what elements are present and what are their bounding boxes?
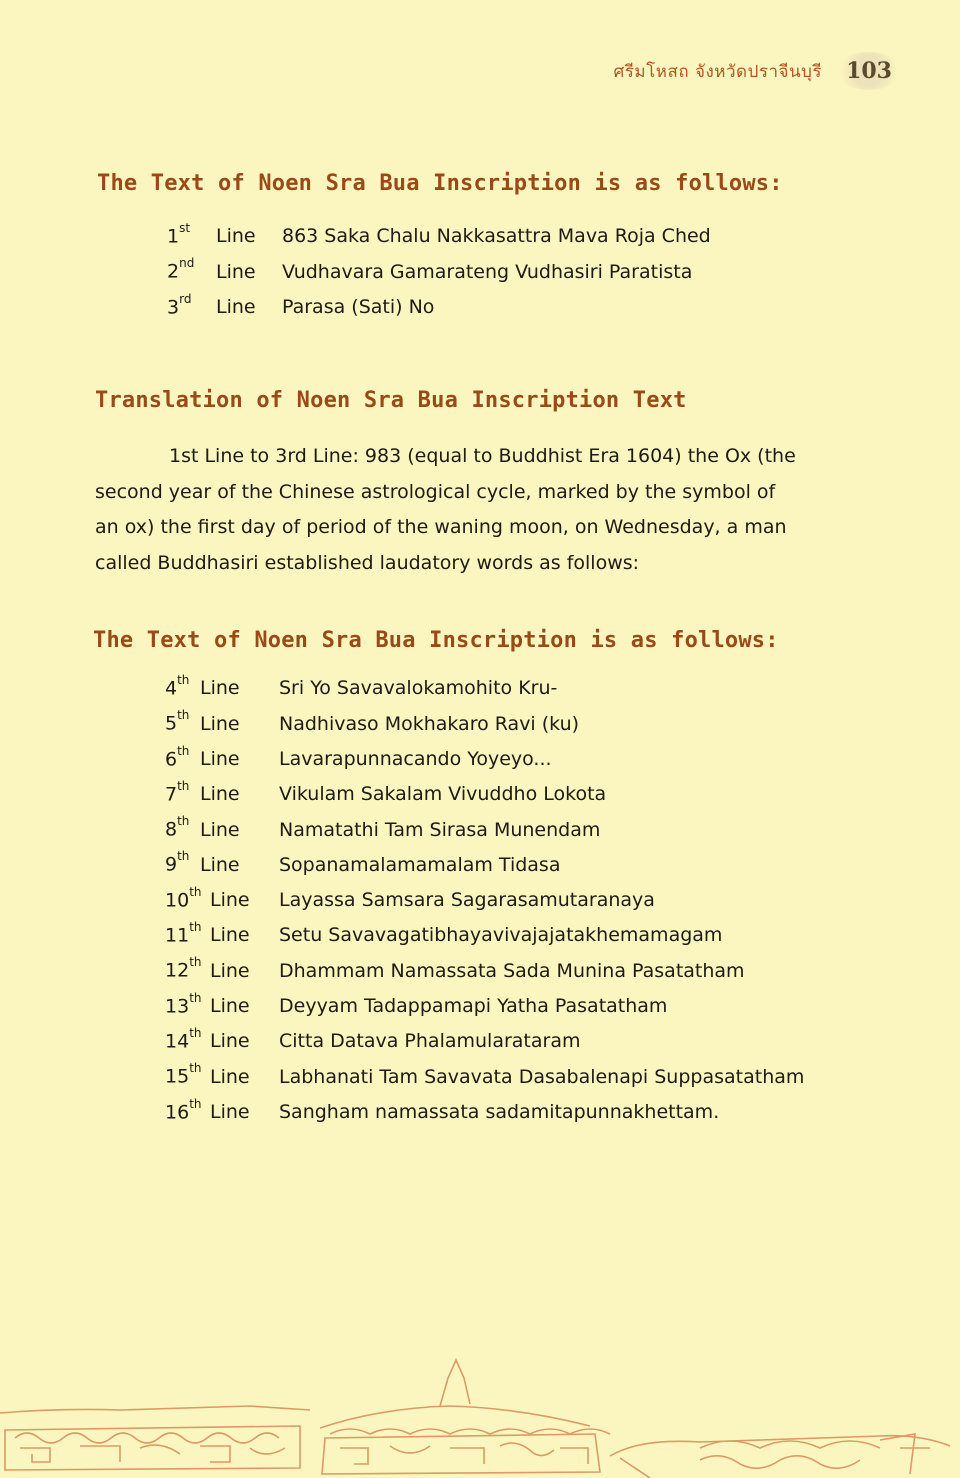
line-number-digits: 13 — [165, 995, 190, 1017]
inscription-line — [165, 1096, 804, 1135]
line-number-suffix: th — [177, 778, 190, 793]
line-number-suffix: th — [189, 920, 202, 935]
line-number-suffix: th — [189, 990, 202, 1005]
section2-lines — [165, 673, 805, 1135]
line-text: Setu Savavagatibhayavivajajatakhemamagam — [279, 924, 723, 947]
line-text: Namatathi Tam Sirasa Munendam — [279, 818, 601, 841]
line-number-digits: 1 — [167, 225, 180, 248]
line-text: Vudhavara Gamarateng Vudhasiri Paratista — [282, 260, 693, 283]
line-number-suffix: th — [177, 814, 190, 829]
translation-paragraph — [95, 439, 835, 581]
section1-heading: The Text of Noen Sra Bua Inscription is as follows: — [97, 171, 783, 196]
inscription-line — [165, 1061, 805, 1099]
line-number — [165, 778, 200, 806]
line-word: Line — [210, 995, 250, 1017]
line-number-digits: 15 — [165, 1065, 190, 1088]
line-number-digits: 8 — [165, 818, 178, 841]
line-text: Labhanati Tam Savavata Dasabalenapi Suppasatatham — [279, 1065, 805, 1088]
inscription-line — [165, 778, 804, 817]
line-number-suffix: th — [177, 673, 190, 687]
line-word: Line — [210, 959, 250, 982]
translation-heading: Translation of Noen Sra Bua Inscription Text — [95, 388, 687, 413]
translation-line: second year of the Chinese astrological cycle, marked by the symbol of — [95, 480, 776, 503]
line-word: Line — [200, 747, 240, 770]
inscription-line — [165, 849, 804, 887]
line-number-suffix: th — [189, 1025, 202, 1040]
line-number-suffix: th — [189, 1061, 202, 1076]
inscription-line — [165, 814, 804, 852]
line-number-digits: 2 — [167, 260, 180, 283]
page-header — [613, 52, 902, 90]
line-word: Line — [210, 924, 250, 947]
line-text: Sri Yo Savavalokamohito Kru- — [279, 677, 558, 700]
line-text: 863 Saka Chalu Nakkasattra Mava Roja Ched — [282, 225, 711, 248]
line-number-digits: 4 — [165, 677, 178, 700]
line-number-suffix: nd — [179, 256, 195, 271]
line-text: Parasa (Sati) No — [282, 295, 435, 318]
inscription-line — [167, 256, 711, 294]
line-number — [165, 1096, 210, 1123]
line-text: Lavarapunnacando Yoyeyo... — [279, 747, 552, 770]
line-number — [165, 743, 200, 770]
line-number-digits: 10 — [165, 889, 190, 912]
inscription-line — [165, 955, 804, 993]
inscription-line — [165, 1025, 804, 1064]
line-number — [165, 849, 200, 876]
line-number-suffix: th — [177, 849, 190, 864]
inscription-line — [165, 884, 804, 923]
line-word: Line — [210, 1100, 250, 1123]
line-word: Line — [200, 818, 240, 841]
translation-line: an ox) the first day of period of the waning moon, on Wednesday, a man — [95, 516, 787, 538]
section2-heading: The Text of Noen Sra Bua Inscription is as follows: — [93, 628, 779, 653]
line-number-suffix: th — [189, 1096, 202, 1111]
line-number-digits: 3 — [167, 295, 180, 318]
inscription-line — [167, 221, 711, 259]
line-text: Sangham namassata sadamitapunnakhettam. — [279, 1100, 720, 1123]
line-number — [165, 673, 200, 700]
line-word: Line — [200, 853, 240, 876]
line-number-suffix: rd — [179, 291, 192, 306]
line-text: Deyyam Tadappamapi Yatha Pasatatham — [279, 995, 668, 1017]
line-number-suffix: th — [189, 955, 202, 970]
header-title: ศรีมโหสถ จังหวัดปราจีนบุรี — [613, 61, 823, 82]
line-number-digits: 7 — [165, 783, 178, 806]
line-word: Line — [200, 677, 240, 700]
line-number — [165, 990, 210, 1017]
inscription-line — [165, 673, 804, 711]
line-word: Line — [210, 1030, 250, 1053]
inscription-line — [165, 990, 804, 1029]
line-number-suffix: th — [189, 884, 202, 899]
page-number: 103 — [836, 52, 902, 90]
inscription-line — [167, 291, 711, 330]
line-word: Line — [210, 889, 250, 912]
line-number-suffix: th — [177, 708, 190, 723]
line-text: Vikulam Sakalam Vivuddho Lokota — [279, 783, 607, 806]
footer-decoration — [0, 1338, 960, 1478]
line-number — [165, 955, 210, 982]
line-number — [167, 291, 216, 318]
line-text: Citta Datava Phalamularataram — [279, 1030, 581, 1053]
line-text: Nadhivaso Mokhakaro Ravi (ku) — [279, 712, 580, 735]
line-number — [167, 221, 216, 248]
line-number-digits: 12 — [165, 959, 190, 982]
line-word: Line — [210, 1065, 250, 1088]
line-number-digits: 16 — [165, 1100, 190, 1123]
line-number — [165, 884, 210, 912]
line-number-suffix: th — [177, 743, 190, 758]
inscription-line — [165, 743, 804, 782]
line-word: Line — [216, 225, 256, 248]
translation-line: 1st Line to 3rd Line: 983 (equal to Buddhist Era 1604) the Ox (the — [169, 445, 796, 467]
line-number-suffix: st — [179, 221, 191, 235]
line-word: Line — [216, 295, 256, 318]
section1-lines — [167, 221, 711, 330]
line-number — [165, 920, 210, 947]
line-word: Line — [200, 712, 240, 735]
line-text: Dhammam Namassata Sada Munina Pasatatham — [279, 959, 745, 982]
translation-line: called Buddhasiri established laudatory words as follows: — [95, 551, 640, 574]
line-word: Line — [200, 783, 240, 806]
line-number-digits: 6 — [165, 747, 178, 770]
line-number — [167, 256, 216, 283]
line-number-digits: 11 — [165, 924, 190, 947]
line-number — [165, 1025, 210, 1053]
line-number — [165, 1061, 210, 1088]
line-text: Sopanamalamamalam Tidasa — [279, 853, 561, 876]
line-number — [165, 814, 200, 841]
line-number — [165, 708, 200, 735]
inscription-line — [165, 708, 804, 746]
line-word: Line — [216, 260, 256, 283]
line-number-digits: 5 — [165, 712, 178, 735]
inscription-line — [165, 920, 804, 958]
line-text: Layassa Samsara Sagarasamutaranaya — [279, 889, 655, 912]
line-number-digits: 14 — [165, 1030, 190, 1053]
line-number-digits: 9 — [165, 853, 178, 876]
